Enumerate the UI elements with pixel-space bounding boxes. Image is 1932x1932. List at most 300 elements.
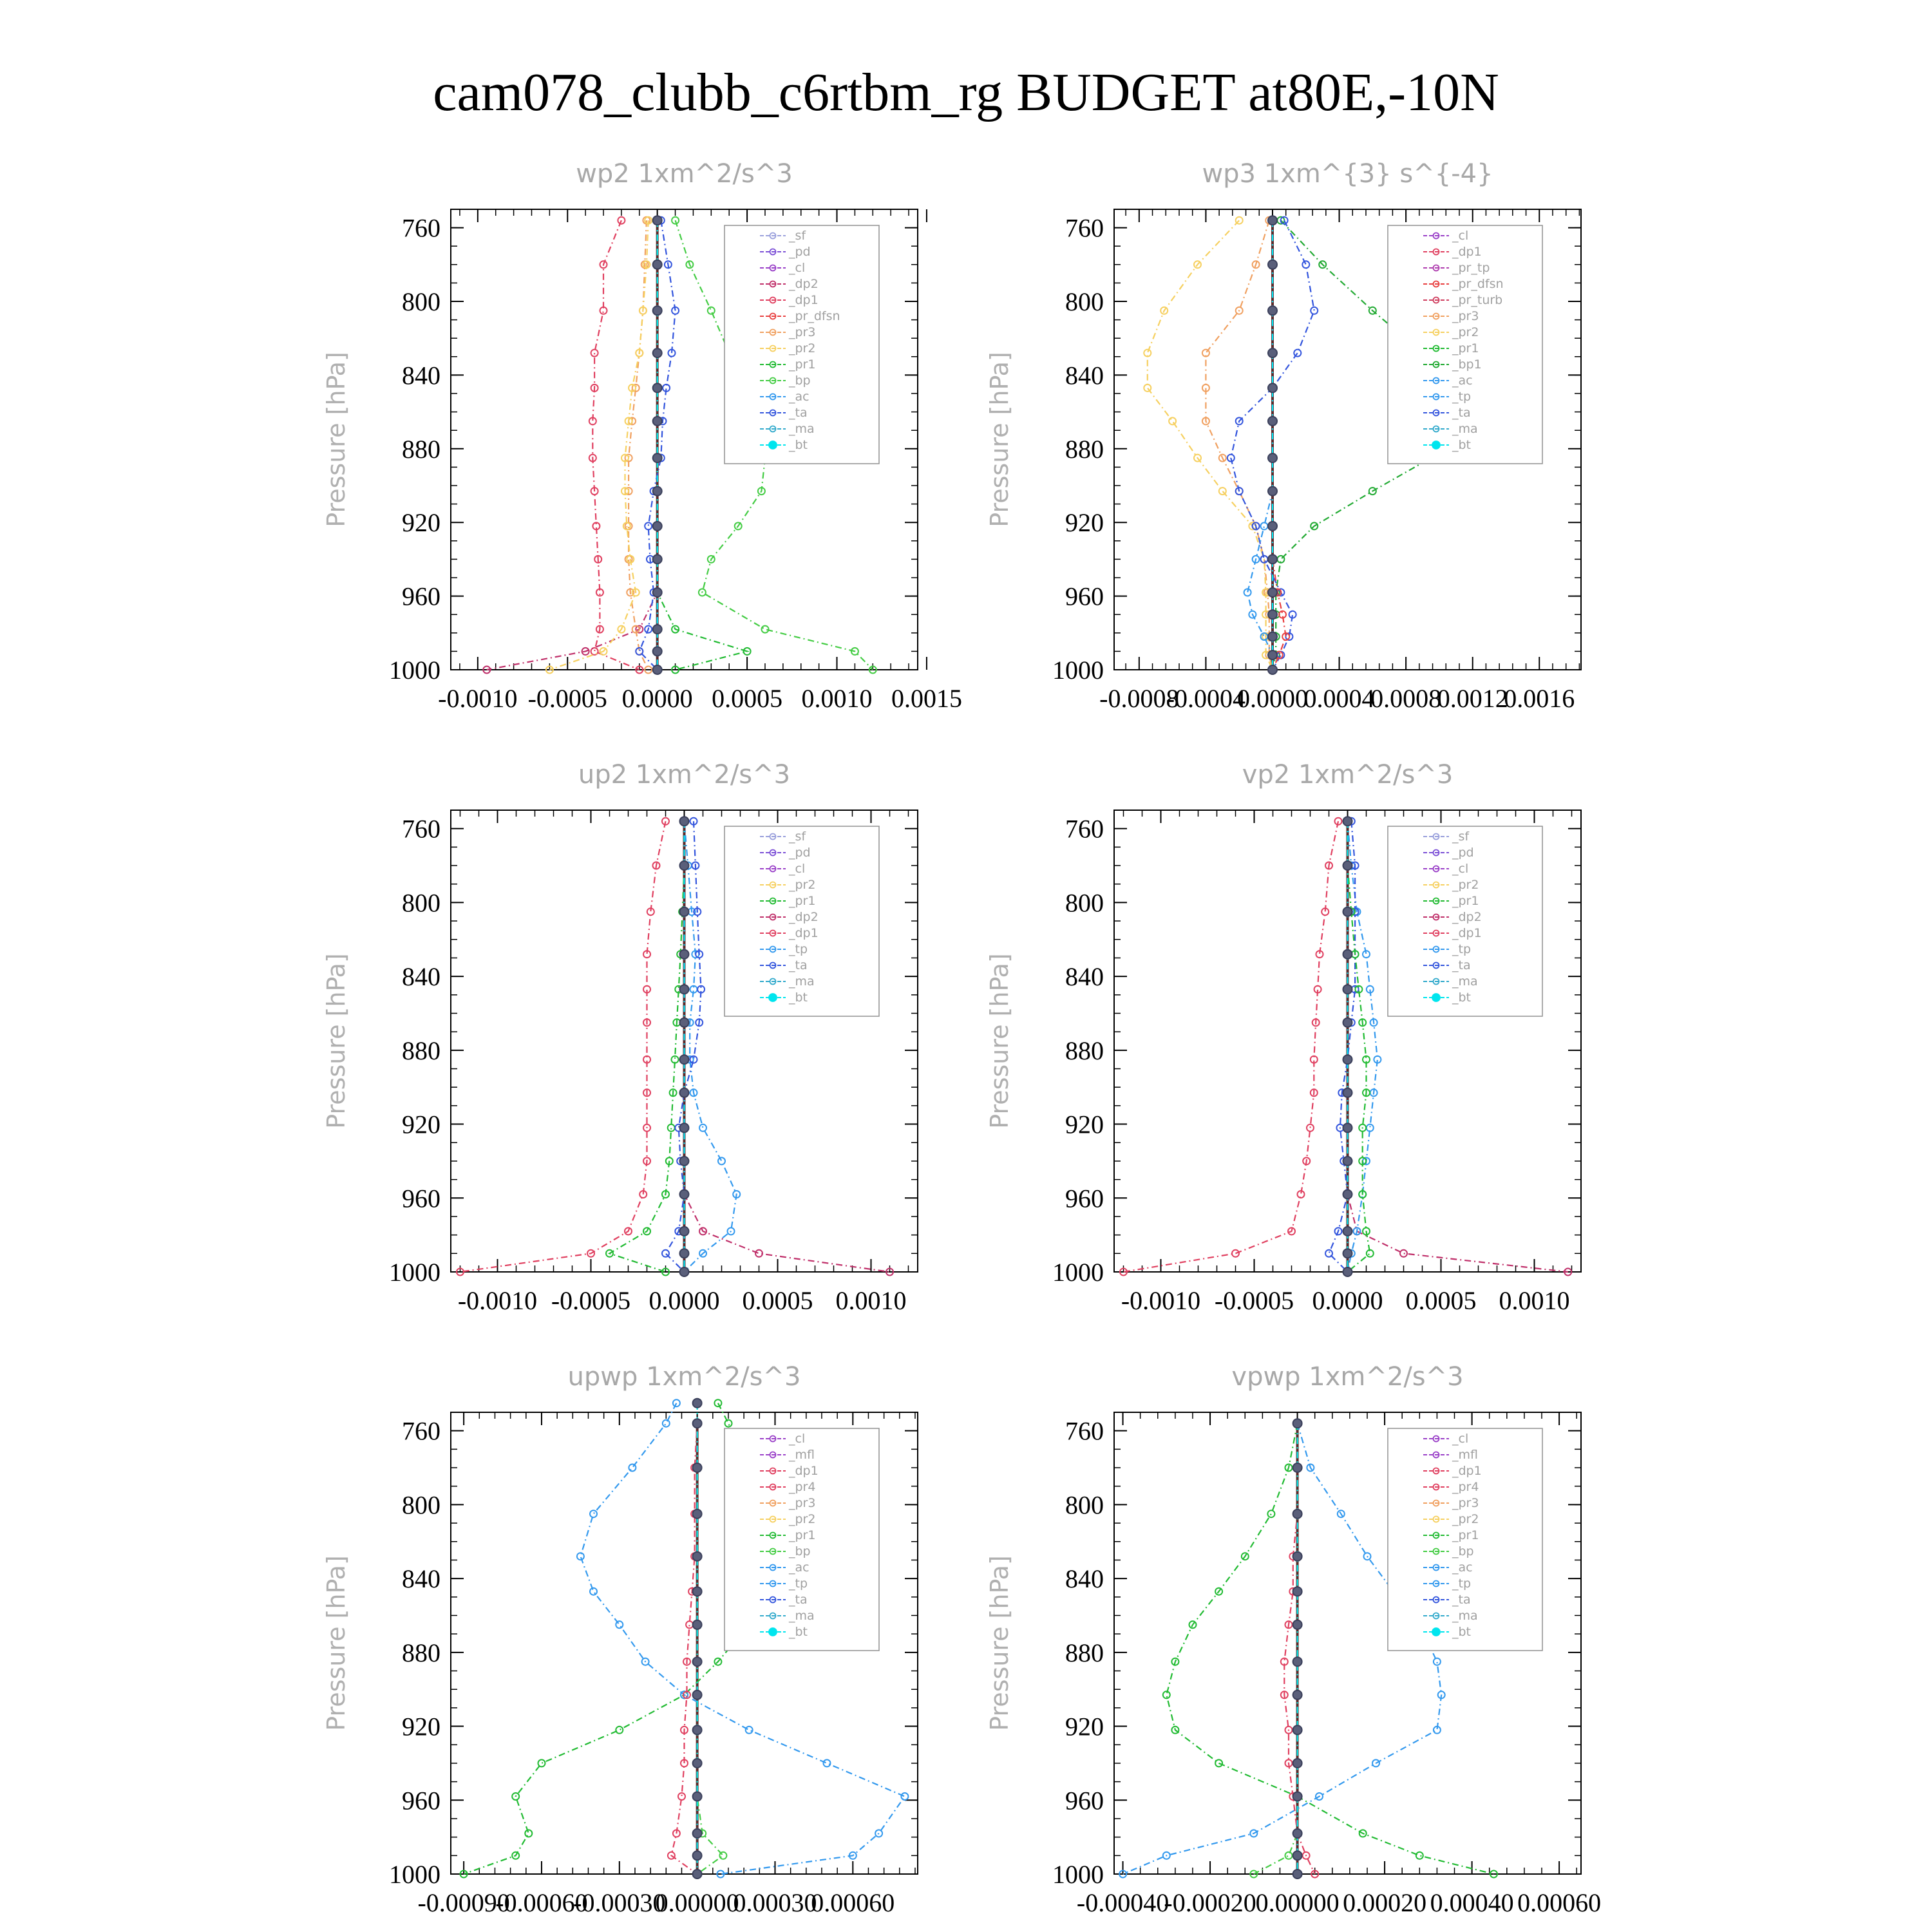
- y-tick-label: 800: [402, 1490, 440, 1520]
- legend-entry: _bt: [789, 1625, 808, 1639]
- x-tick-label: 0.0010: [835, 1286, 907, 1315]
- x-tick-label: 0.0015: [891, 684, 962, 713]
- data-point_bt: [653, 383, 662, 392]
- legend-entry: _ac: [789, 1560, 810, 1575]
- x-tick-label: 0.0004: [1303, 684, 1375, 713]
- legend-entry: _ta: [1452, 1593, 1471, 1607]
- legend-entry: _pr4: [789, 1480, 816, 1494]
- x-tick-label: -0.00060: [495, 1888, 588, 1917]
- data-point_bt: [1268, 453, 1277, 462]
- legend-entry: _ac: [1452, 374, 1473, 388]
- data-point_bt: [1343, 1055, 1352, 1064]
- legend-entry: _pr3: [789, 325, 816, 339]
- legend-entry: _ma: [1452, 974, 1478, 989]
- x-tick-label: -0.0005: [1214, 1286, 1294, 1315]
- panel-title: up2 1xm^2/s^3: [578, 760, 791, 790]
- legend-entry: _bp1: [1452, 357, 1482, 372]
- data-point_bt: [1343, 1227, 1352, 1236]
- panel-0: [322, 159, 962, 713]
- legend-entry: _dp1: [789, 1464, 819, 1478]
- x-tick-label: 0.00020: [1343, 1888, 1427, 1917]
- y-tick-label: 920: [1065, 1110, 1104, 1139]
- legend-entry: _sf: [1452, 829, 1470, 844]
- x-tick-label: -0.00040: [1076, 1888, 1170, 1917]
- legend-entry: _ta: [1452, 958, 1471, 972]
- legend-entry: _mfl: [789, 1448, 815, 1462]
- panel-1: [985, 159, 1581, 713]
- x-tick-label: 0.00060: [1517, 1888, 1602, 1917]
- legend-entry: _cl: [1452, 229, 1469, 243]
- data-point_pr1: [1416, 1852, 1423, 1859]
- data-point_ta: [662, 1250, 669, 1257]
- data-point_bt: [693, 1552, 702, 1561]
- x-tick-label: -0.00030: [573, 1888, 666, 1917]
- data-point_bt: [693, 1657, 702, 1666]
- series-line_dp1: [1124, 821, 1339, 1272]
- legend-entry: _bt: [789, 990, 808, 1005]
- data-point_tp: [577, 1553, 584, 1560]
- data-point_bt: [680, 1249, 689, 1258]
- legend-entry: _ma: [789, 1609, 815, 1623]
- legend-entry: _mfl: [1452, 1448, 1478, 1462]
- data-point_bt: [653, 453, 662, 462]
- legend-entry: _pr3: [1452, 309, 1479, 323]
- y-axis-label: Pressure [hPa]: [322, 352, 350, 527]
- series-line_bp: [697, 1403, 723, 1874]
- y-tick-label: 760: [1065, 213, 1104, 243]
- y-tick-label: 960: [402, 1786, 440, 1815]
- legend-entry: _dp2: [789, 277, 819, 291]
- legend-entry: _tp: [1452, 1577, 1472, 1591]
- x-tick-label: -0.0005: [551, 1286, 631, 1315]
- x-tick-label: -0.00020: [1164, 1888, 1256, 1917]
- data-point_bt: [693, 1870, 702, 1879]
- y-tick-label: 840: [1065, 361, 1104, 390]
- legend-entry: _sf: [789, 229, 806, 243]
- x-tick-label: -0.0010: [457, 1286, 538, 1315]
- data-point_bt: [653, 522, 662, 531]
- y-axis-label: Pressure [hPa]: [985, 352, 1014, 527]
- data-point_bt: [1293, 1552, 1302, 1561]
- y-tick-label: 1000: [1052, 1860, 1104, 1889]
- x-tick-label: 0.0000: [649, 1286, 720, 1315]
- data-point_bt: [1293, 1419, 1302, 1428]
- data-point_bt: [693, 1725, 702, 1734]
- legend-entry: _pr3: [1452, 1496, 1479, 1510]
- legend-marker: [769, 441, 777, 449]
- data-point_pr2: [1144, 384, 1151, 392]
- panel-3: [985, 760, 1581, 1315]
- y-tick-label: 960: [1065, 1184, 1104, 1213]
- y-tick-label: 960: [1065, 1786, 1104, 1815]
- panel-title: vp2 1xm^2/s^3: [1242, 760, 1454, 790]
- data-point_bt: [1343, 1190, 1352, 1199]
- data-point_ta: [645, 522, 652, 529]
- series-line_pr1: [1348, 821, 1370, 1272]
- data-point_pr2: [1169, 417, 1176, 424]
- y-axis-label: Pressure [hPa]: [985, 953, 1014, 1129]
- legend-entry: _cl: [1452, 862, 1469, 876]
- data-point_bt: [653, 216, 662, 225]
- legend-marker: [769, 1628, 777, 1636]
- data-point_bt: [693, 1587, 702, 1596]
- data-point_bt: [653, 260, 662, 269]
- data-point_bt: [693, 1851, 702, 1860]
- data-point_dp2: [755, 1250, 762, 1257]
- legend-entry: _pr_turb: [1452, 293, 1503, 307]
- x-tick-label: -0.0008: [1099, 684, 1179, 713]
- series-line_dp1: [1284, 1423, 1314, 1874]
- y-tick-label: 1000: [1052, 656, 1104, 685]
- data-point_bt: [1293, 1510, 1302, 1519]
- legend-entry: _tp: [1452, 390, 1472, 404]
- legend-entry: _bp: [789, 1544, 811, 1558]
- data-point_tp: [901, 1793, 908, 1800]
- data-point_tp: [718, 1157, 725, 1164]
- x-tick-label: 0.0010: [801, 684, 873, 713]
- data-point_bt: [653, 348, 662, 357]
- data-point_bt: [1268, 522, 1277, 531]
- x-tick-label: -0.0010: [438, 684, 518, 713]
- data-point_bt: [653, 554, 662, 564]
- data-point_bt: [1268, 665, 1277, 674]
- data-point_dp1: [678, 1793, 685, 1800]
- y-tick-label: 840: [402, 361, 440, 390]
- x-tick-label: 0.0005: [742, 1286, 813, 1315]
- legend-entry: _ac: [789, 390, 810, 404]
- y-tick-label: 840: [402, 962, 440, 992]
- data-point_bt: [680, 1267, 689, 1276]
- data-point_bt: [1268, 216, 1277, 225]
- data-point_bt: [680, 1018, 689, 1027]
- x-tick-label: 0.00030: [733, 1888, 817, 1917]
- y-tick-label: 1000: [389, 1860, 440, 1889]
- legend-entry: _pr1: [789, 357, 816, 372]
- page-title: cam078_clubb_c6rtbm_rg BUDGET at80E,-10N: [433, 62, 1499, 122]
- data-point_bt: [653, 588, 662, 597]
- data-point_bp: [719, 1852, 726, 1859]
- data-point_bt: [693, 1829, 702, 1838]
- data-point_bt: [1343, 1157, 1352, 1166]
- x-tick-label: 0.0010: [1499, 1286, 1570, 1315]
- y-tick-label: 960: [1065, 582, 1104, 611]
- legend-entry: _bt: [1452, 438, 1472, 452]
- data-point_bt: [1268, 260, 1277, 269]
- y-tick-label: 920: [402, 1712, 440, 1741]
- data-point_pr1: [1267, 1510, 1274, 1517]
- x-tick-label: 0.0005: [1405, 1286, 1477, 1315]
- series-line_pr2: [549, 220, 648, 670]
- x-tick-label: 0.0005: [712, 684, 783, 713]
- data-point_bt: [693, 1419, 702, 1428]
- data-point_bt: [653, 306, 662, 315]
- data-point_ta: [1325, 1250, 1332, 1257]
- data-point_bt: [1268, 554, 1277, 564]
- data-point_bt: [680, 1055, 689, 1064]
- data-point_bt: [1343, 1018, 1352, 1027]
- legend-entry: _bp: [789, 374, 811, 388]
- legend-entry: _ma: [1452, 1609, 1478, 1623]
- y-axis-label: Pressure [hPa]: [985, 1555, 1014, 1731]
- y-tick-label: 760: [402, 213, 440, 243]
- data-point_bt: [693, 1759, 702, 1768]
- data-point_bt: [1293, 1620, 1302, 1629]
- y-tick-label: 1000: [389, 656, 440, 685]
- data-point_bt: [1343, 817, 1352, 826]
- legend-entry: _pr_dfsn: [1452, 277, 1504, 291]
- y-axis-label: Pressure [hPa]: [322, 953, 350, 1129]
- legend-entry: _dp1: [789, 293, 819, 307]
- data-point_pr1: [668, 1124, 675, 1132]
- y-tick-label: 920: [1065, 508, 1104, 538]
- y-tick-label: 920: [402, 508, 440, 538]
- x-tick-label: 0.0012: [1437, 684, 1508, 713]
- data-point_dp1: [591, 350, 598, 357]
- y-tick-label: 960: [402, 582, 440, 611]
- y-tick-label: 800: [1065, 287, 1104, 316]
- legend-entry: _cl: [789, 1432, 806, 1446]
- data-point_bp: [708, 307, 715, 314]
- data-point_tp: [629, 1464, 636, 1472]
- legend-entry: _pr3: [789, 1496, 816, 1510]
- legend-entry: _dp1: [1452, 245, 1482, 259]
- data-point_bt: [680, 950, 689, 959]
- data-point_tp: [824, 1759, 831, 1766]
- data-point_tp: [699, 1124, 706, 1132]
- data-point_tp: [590, 1510, 597, 1517]
- legend-entry: _pr2: [1452, 325, 1479, 339]
- x-tick-label: 0.0000: [621, 684, 693, 713]
- data-point_tp: [1261, 522, 1268, 529]
- legend-entry: _pd: [1452, 846, 1474, 860]
- legend-entry: _bt: [789, 438, 808, 452]
- series-line_ta: [1329, 821, 1356, 1272]
- data-point_bt: [653, 625, 662, 634]
- series-line_pr_dfsn: [1273, 220, 1286, 670]
- data-point_tp: [590, 1588, 597, 1595]
- data-point_bt: [1268, 306, 1277, 315]
- y-tick-label: 920: [402, 1110, 440, 1139]
- x-tick-label: -0.0004: [1166, 684, 1246, 713]
- legend-entry: _tp: [789, 1577, 808, 1591]
- y-tick-label: 1000: [1052, 1258, 1104, 1287]
- y-tick-label: 760: [402, 1416, 440, 1446]
- data-point_pr1: [616, 1727, 623, 1734]
- legend-entry: _dp1: [789, 926, 819, 940]
- x-tick-label: 0.0000: [1312, 1286, 1383, 1315]
- data-point_bt: [1293, 1759, 1302, 1768]
- data-point_tp: [1434, 1658, 1441, 1665]
- data-point_bt: [693, 1399, 702, 1408]
- data-point_tp: [746, 1727, 753, 1734]
- data-point_bt: [1343, 1123, 1352, 1132]
- x-tick-label: 0.0016: [1504, 684, 1575, 713]
- data-point_bt: [680, 1088, 689, 1097]
- legend-entry: _bt: [1452, 1625, 1472, 1639]
- data-point_bt: [1293, 1792, 1302, 1801]
- y-tick-label: 960: [402, 1184, 440, 1213]
- data-point_tp: [616, 1621, 623, 1628]
- panel-title: wp3 1xm^{3} s^{-4}: [1202, 159, 1493, 189]
- panel-title: wp2 1xm^2/s^3: [576, 159, 793, 189]
- data-point_bt: [1293, 1690, 1302, 1700]
- data-point_bp: [1285, 1852, 1293, 1859]
- y-tick-label: 800: [402, 888, 440, 918]
- data-point_bt: [680, 1227, 689, 1236]
- legend-entry: _dp2: [789, 910, 819, 924]
- y-tick-label: 880: [402, 434, 440, 464]
- panel-4: [322, 1362, 918, 1917]
- legend-entry: _pr_tp: [1452, 261, 1490, 275]
- y-tick-label: 800: [1065, 888, 1104, 918]
- legend-entry: _bt: [1452, 990, 1472, 1005]
- legend-entry: _pr1: [789, 1528, 816, 1542]
- legend-entry: _dp1: [1452, 1464, 1482, 1478]
- data-point_bt: [1343, 1267, 1352, 1276]
- legend-marker: [1432, 441, 1440, 449]
- y-tick-label: 1000: [389, 1258, 440, 1287]
- legend-entry: _ta: [1452, 406, 1471, 420]
- data-point_bt: [680, 861, 689, 870]
- data-point_bt: [1293, 1851, 1302, 1860]
- data-point_bt: [653, 487, 662, 496]
- data-point_pr1: [725, 1420, 732, 1427]
- series-line_bp: [1254, 1423, 1298, 1874]
- y-tick-label: 840: [402, 1564, 440, 1594]
- data-point_bt: [1268, 417, 1277, 426]
- legend-entry: _ta: [789, 406, 808, 420]
- y-tick-label: 800: [1065, 1490, 1104, 1520]
- data-point_bt: [1343, 1088, 1352, 1097]
- data-point_bt: [680, 907, 689, 916]
- y-axis-label: Pressure [hPa]: [322, 1555, 350, 1731]
- y-tick-label: 880: [402, 1036, 440, 1065]
- data-point_bt: [1268, 588, 1277, 597]
- data-point_pr1: [525, 1830, 532, 1837]
- legend-entry: _ma: [789, 422, 815, 436]
- legend-entry: _pr1: [1452, 894, 1479, 908]
- data-point_bt: [1343, 985, 1352, 994]
- x-tick-label: 0.0008: [1370, 684, 1442, 713]
- y-tick-label: 760: [402, 814, 440, 844]
- data-point_bt: [693, 1690, 702, 1700]
- x-tick-label: 0.00040: [1430, 1888, 1514, 1917]
- y-tick-label: 880: [1065, 1036, 1104, 1065]
- data-point_bt: [693, 1620, 702, 1629]
- data-point_bt: [1268, 632, 1277, 641]
- legend-entry: _tp: [789, 942, 808, 956]
- data-point_bt: [1293, 1463, 1302, 1472]
- x-tick-label: 0.00060: [811, 1888, 895, 1917]
- y-tick-label: 760: [1065, 1416, 1104, 1446]
- data-point_bt: [1343, 1249, 1352, 1258]
- data-point_tp: [663, 1420, 670, 1427]
- legend-entry: _pr1: [789, 894, 816, 908]
- legend-entry: _pr2: [789, 878, 816, 892]
- data-point_bt: [693, 1510, 702, 1519]
- legend-entry: _ma: [1452, 422, 1478, 436]
- panel-2: [322, 760, 918, 1315]
- y-tick-label: 800: [402, 287, 440, 316]
- legend-entry: _pr2: [1452, 1512, 1479, 1526]
- data-point_bt: [1343, 950, 1352, 959]
- series-line_pr3: [1206, 220, 1273, 670]
- legend-entry: _pr2: [1452, 878, 1479, 892]
- data-point_pr2: [1219, 488, 1226, 495]
- x-tick-label: 0.0000: [1236, 684, 1308, 713]
- data-point_bt: [693, 1463, 702, 1472]
- data-point_bt: [1268, 383, 1277, 392]
- legend-entry: _cl: [1452, 1432, 1469, 1446]
- data-point_bt: [653, 417, 662, 426]
- data-point_bt: [1293, 1725, 1302, 1734]
- legend-entry: _pr_dfsn: [789, 309, 840, 323]
- legend-entry: _pd: [789, 846, 811, 860]
- data-point_bt: [653, 665, 662, 674]
- legend-entry: _dp2: [1452, 910, 1482, 924]
- legend-entry: _pd: [789, 245, 811, 259]
- legend-entry: _pr2: [789, 341, 816, 355]
- x-tick-label: -0.0010: [1121, 1286, 1201, 1315]
- x-tick-label: 0.00000: [655, 1888, 739, 1917]
- series-line_pr2: [1148, 220, 1273, 670]
- data-point_ta: [1311, 307, 1318, 314]
- data-point_bt: [680, 1190, 689, 1199]
- legend-entry: _dp1: [1452, 926, 1482, 940]
- data-point_bt: [680, 817, 689, 826]
- y-tick-label: 880: [402, 1638, 440, 1667]
- panel-5: [985, 1362, 1601, 1917]
- data-point_ta: [1294, 350, 1301, 357]
- data-point_bt: [1293, 1829, 1302, 1838]
- data-point_dp1: [686, 1621, 693, 1628]
- legend-entry: _pr1: [1452, 1528, 1479, 1542]
- x-tick-label: -0.0005: [527, 684, 607, 713]
- data-point_pr1: [538, 1759, 545, 1766]
- data-point_tp: [1367, 1124, 1374, 1132]
- x-tick-label: -0.00090: [417, 1888, 510, 1917]
- legend-marker: [1432, 994, 1440, 1001]
- legend-entry: _pr4: [1452, 1480, 1479, 1494]
- x-tick-label: 0.00000: [1255, 1888, 1340, 1917]
- legend-entry: _bp: [1452, 1544, 1474, 1558]
- legend-marker: [1432, 1628, 1440, 1636]
- data-point_bt: [1268, 487, 1277, 496]
- data-point_bt: [1268, 650, 1277, 659]
- legend-entry: _tp: [1452, 942, 1472, 956]
- legend-entry: _ac: [1452, 1560, 1473, 1575]
- y-tick-label: 880: [1065, 434, 1104, 464]
- data-point_bt: [1343, 861, 1352, 870]
- y-tick-label: 880: [1065, 1638, 1104, 1667]
- data-point_bt: [680, 1157, 689, 1166]
- data-point_ta: [1302, 261, 1309, 268]
- data-point_dp2: [1400, 1250, 1407, 1257]
- legend-entry: _ma: [789, 974, 815, 989]
- legend-entry: _sf: [789, 829, 806, 844]
- data-point_bt: [653, 647, 662, 656]
- panel-title: vpwp 1xm^2/s^3: [1231, 1362, 1464, 1392]
- panel-title: upwp 1xm^2/s^3: [567, 1362, 801, 1392]
- data-point_bt: [680, 1123, 689, 1132]
- series-line_dp1: [671, 1403, 697, 1874]
- data-point_bt: [693, 1792, 702, 1801]
- series-line_dp1: [460, 821, 666, 1272]
- y-tick-label: 840: [1065, 962, 1104, 992]
- legend-entry: _cl: [789, 261, 806, 275]
- y-tick-label: 760: [1065, 814, 1104, 844]
- legend-entry: _cl: [789, 862, 806, 876]
